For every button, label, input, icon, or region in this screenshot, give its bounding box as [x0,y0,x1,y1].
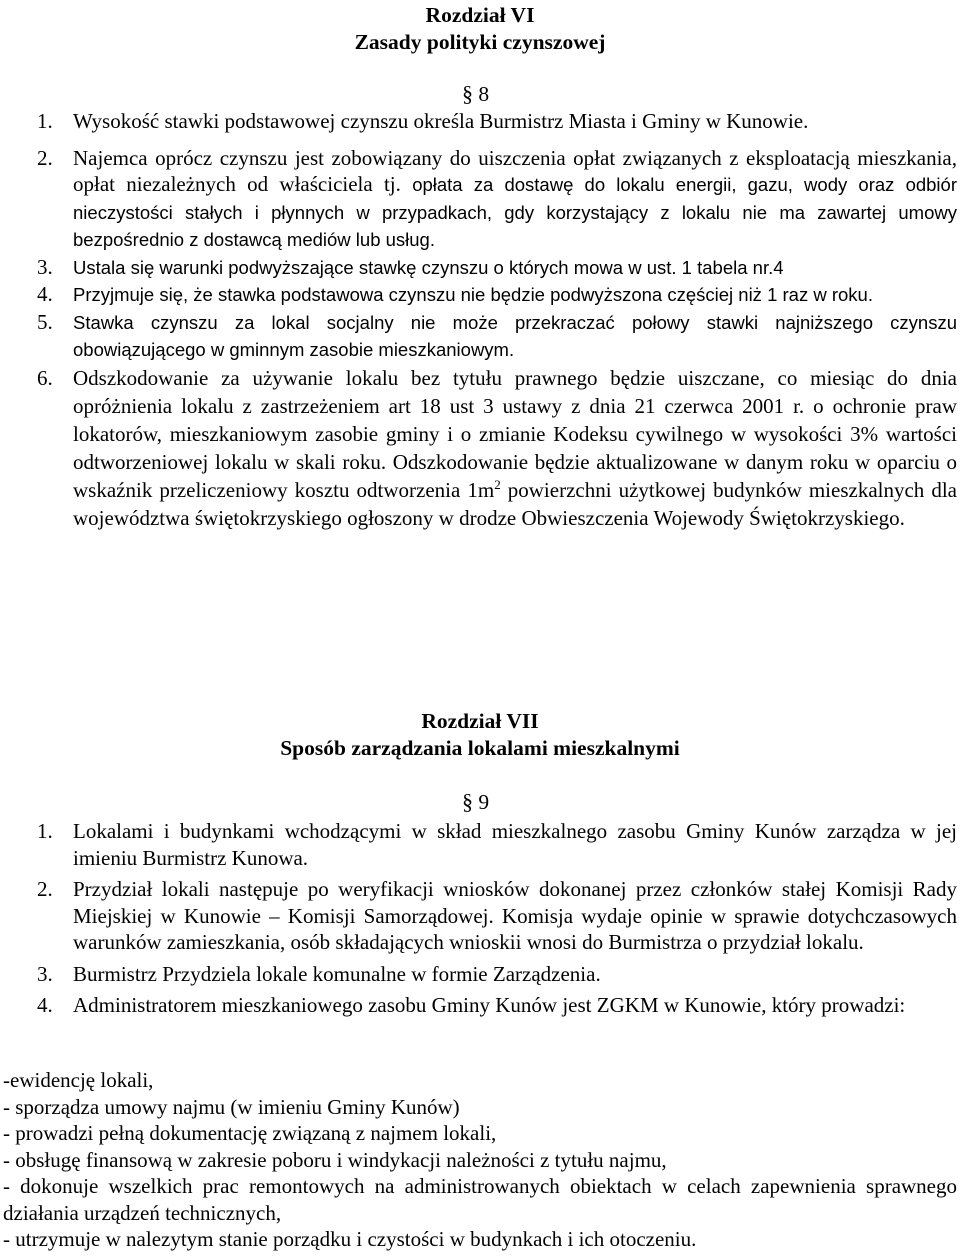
section-8-heading [462,81,489,108]
list-item: - sporządza umowy najmu (w imieniu Gminy Kunów) [3,1094,460,1119]
list-item: 3. Ustala się warunki podwyższające stawkę czynszu o których mowa w ust. 1 tabela nr.4 [37,254,784,279]
list-item: 1. Wysokość stawki podstawowej czynszu określa Burmistrz Miasta i Gminy w Kunowie. [37,109,809,133]
list-item: 1. Lokalami i budynkami wchodzącymi w skład mieszkalnego zasobu Gminy Kunów zarządza w jej imieniu Burmistrz Kunowa. [37,819,957,870]
chapter-6-list [0,108,957,532]
superscript: 2 [494,476,501,492]
chapter-6-subtitle: Zasady polityki czynszowej [354,30,606,54]
section-symbol: § [462,789,473,814]
list-item: 2. Najemca oprócz czynszu jest zobowiązany do uiszczenia opłat związanych z eksploatacją mieszkania, opłat niezależnych od właściciela tj. opłata za dostawę do lokalu energii, gazu, wody oraz odbiór nieczystości stałych i płynnych w przypadkach, gdy korzystający z lokalu nie ma zawartej umowy bezpośrednio z dostawcą mediów lub usług. [37,145,957,250]
list-item: - prowadzi pełną dokumentację związaną z najmem lokali, [3,1121,497,1145]
section-number: 8 [478,82,490,106]
list-item: 2. Przydział lokali następuje po weryfikacji wniosków dokonanej przez członków stałej Komisji Rady Miejskiej w Kunowie – Komisji Samorządowej. Komisja wydaje opinie w sprawie dotychczasowych warunków zamieszkania, osób składających wnioskii wnosi do Burmistrza o przydział lokalu. [37,877,957,954]
list-item: - utrzymuje w nalezytym stanie porządku i czystości w budynkach i ich otoczeniu. [3,1227,697,1251]
duties-list [3,1067,957,1253]
chapter-6-heading [0,2,960,56]
section-symbol: § [462,81,473,106]
chapter-6-title: Rozdział VI [425,3,535,27]
list-item: - obsługę finansową w zakresie poboru i windykacji należności z tytułu najmu, [3,1147,667,1172]
list-item: -ewidencję lokali, [3,1068,154,1092]
chapter-7-heading [0,708,960,762]
section-number: 9 [478,790,490,814]
chapter-7-title: Rozdział VII [421,709,539,733]
list-item: - dokonuje wszelkich prac remontowych na administrowanych obiektach w celach zapewnienia sprawnego działania urządzeń technicznych, [3,1174,957,1225]
section-9-heading [462,789,489,816]
list-item: 6. Odszkodowanie za używanie lokalu bez tytułu prawnego będzie uiszczane, co miesiąc do dnia opróżnienia lokalu z zastrzeżeniem art 18 ust 3 ustawy z dnia 21 czerwca 2001 r. o ochronie praw lokatorów, mieszkaniowym zasobie gminy i o zmianie Kodeksu cywilnego w wysokości 3% wartości odtworzeniowej lokalu w skali roku. Odszkodowanie będzie aktualizowane w danym roku w oparciu o wskaźnik przeliczeniowy kosztu odtworzenia $1m^2$ powierzchni użytkowej budynków mieszkalnych dla województwa świętokrzyskiego ogłoszony w drodze Obwieszczenia Wojewody Świętokrzyskiego. [37,365,957,530]
chapter-7-subtitle: Sposób zarządzania lokalami mieszkalnymi [280,736,680,760]
list-item: 3. Burmistrz Przydziela lokale komunalne w formie Zarządzenia. [37,961,601,986]
chapter-7-list [0,818,957,1019]
list-item: 4. Administratorem mieszkaniowego zasobu Gminy Kunów jest ZGKM w Kunowie, który prowadzi: [37,993,906,1017]
list-item: 5. Stawka czynszu za lokal socjalny nie może przekraczać połowy stawki najniższego czynszu obowiązującego w gminnym zasobie mieszkaniowym. [37,309,957,360]
list-item: 4. Przyjmuje się, że stawka podstawowa czynszu nie będzie podwyższona częściej niż 1 raz w roku. [37,282,873,306]
